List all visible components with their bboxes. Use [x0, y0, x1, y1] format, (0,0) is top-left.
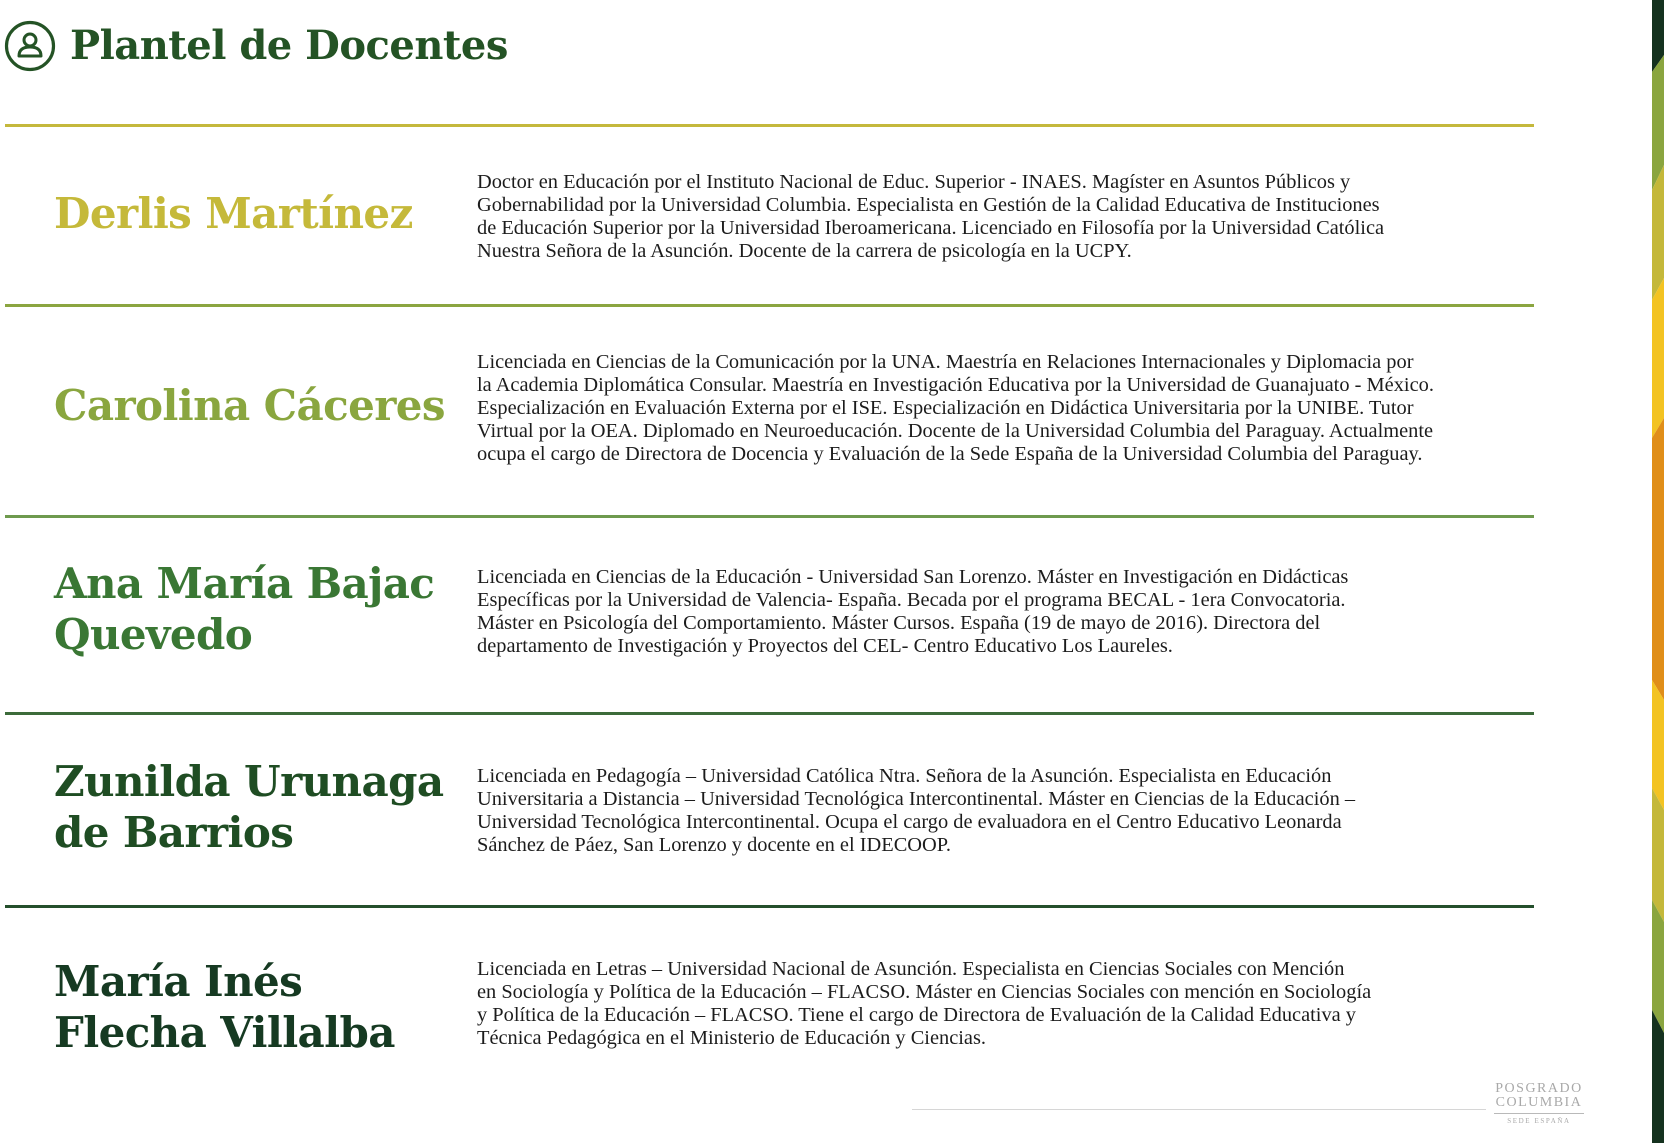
- teacher-bio: [477, 351, 1507, 466]
- bio-line: Especialización en Evaluación Externa por el ISE. Especialización en Didáctica Universitaria por la UNIBE. Tutor: [477, 397, 1414, 419]
- bio-line: Nuestra Señora de la Asunción. Docente de la carrera de psicología en la UCPY.: [477, 240, 1132, 262]
- bio-line: Sánchez de Páez, San Lorenzo y docente en el IDECOOP.: [477, 834, 951, 856]
- bio-line: Técnica Pedagógica en el Ministerio de Educación y Ciencias.: [477, 1027, 987, 1049]
- teacher-name-line: Flecha Villalba: [54, 1008, 395, 1057]
- divider-2: [5, 515, 1534, 518]
- teacher-bio: [477, 958, 1507, 1050]
- teacher-name-line: Carolina Cáceres: [54, 381, 445, 430]
- bio-line: Licenciada en Ciencias de la Comunicación por la UNA. Maestría en Relaciones Internacionales y Diplomacia por: [477, 351, 1414, 373]
- teacher-name: [54, 756, 474, 858]
- divider-3: [5, 712, 1534, 715]
- bio-line: Universidad Tecnológica Intercontinental. Ocupa el cargo de evaluadora en el Centro Educativo Leonarda: [477, 811, 1342, 833]
- bio-line: la Academia Diplomática Consular. Maestría en Investigación Educativa por la Universidad de Guanajuato - México.: [477, 374, 1434, 396]
- logo-line-1: POSGRADO: [1495, 1081, 1583, 1096]
- bio-line: Gobernabilidad por la Universidad Columbia. Especialista en Gestión de la Calidad Educativa de Instituciones: [477, 194, 1380, 216]
- teacher-name-line: Zunilda Urunaga: [54, 757, 444, 806]
- bio-line: Licenciada en Letras – Universidad Nacional de Asunción. Especialista en Ciencias Sociales con Mención: [477, 958, 1345, 980]
- divider-4: [5, 905, 1534, 908]
- posgrado-columbia-logo: [1494, 1082, 1584, 1126]
- teacher-name-line: Quevedo: [54, 610, 253, 659]
- teacher-name: [54, 956, 474, 1058]
- bio-line: y Política de la Educación – FLACSO. Tiene el cargo de Directora de Evaluación de la Calidad Educativa y: [477, 1004, 1356, 1026]
- teacher-name-line: Derlis Martínez: [54, 189, 413, 238]
- user-circle-icon: [4, 20, 56, 72]
- bio-line: Máster en Psicología del Comportamiento. Máster Cursos. España (19 de mayo de 2016). Directora del: [477, 612, 1321, 634]
- teacher-name: [54, 380, 474, 431]
- teacher-name-line: Ana María Bajac: [54, 559, 435, 608]
- teacher-bio: [477, 566, 1507, 658]
- logo-line-2: COLUMBIA: [1495, 1095, 1583, 1110]
- divider-1: [5, 304, 1534, 307]
- bio-line: Licenciada en Ciencias de la Educación - Universidad San Lorenzo. Máster en Investigación en Didácticas: [477, 566, 1349, 588]
- logo-subtitle: SEDE ESPAÑA: [1507, 1117, 1571, 1125]
- teacher-name: [54, 558, 474, 660]
- page-header: [4, 16, 508, 76]
- bio-line: departamento de Investigación y Proyectos del CEL- Centro Educativo Los Laureles.: [477, 635, 1173, 657]
- logo-rule: [1494, 1113, 1584, 1114]
- bio-line: Doctor en Educación por el Instituto Nacional de Educ. Superior - INAES. Magíster en Asuntos Públicos y: [477, 171, 1351, 193]
- teacher-bio: [477, 171, 1507, 263]
- bio-line: Universitaria a Distancia – Universidad Tecnológica Intercontinental. Máster en Ciencias de la Educación –: [477, 788, 1356, 810]
- bio-line: Licenciada en Pedagogía – Universidad Católica Ntra. Señora de la Asunción. Especialista en Educación: [477, 765, 1332, 787]
- bio-line: de Educación Superior por la Universidad Iberoamericana. Licenciado en Filosofía por la Universidad Católica: [477, 217, 1385, 239]
- decorative-color-strip: [1652, 0, 1664, 1143]
- teacher-bio: [477, 765, 1507, 857]
- page-title: Plantel de Docentes: [70, 22, 508, 69]
- teacher-name-line: de Barrios: [54, 808, 294, 857]
- teacher-name: [54, 188, 474, 239]
- bio-line: en Sociología y Política de la Educación – FLACSO. Máster en Ciencias Sociales con mención en Sociología: [477, 981, 1372, 1003]
- bio-line: ocupa el cargo de Directora de Docencia y Evaluación de la Sede España de la Universidad Columbia del Paraguay.: [477, 443, 1423, 465]
- divider-0: [5, 124, 1534, 127]
- footer-divider: [912, 1109, 1486, 1110]
- bio-line: Específicas por la Universidad de Valencia- España. Becada por el programa BECAL - 1era Convocatoria.: [477, 589, 1346, 611]
- teacher-name-line: María Inés: [54, 957, 303, 1006]
- bio-line: Virtual por la OEA. Diplomado en Neuroeducación. Docente de la Universidad Columbia del Paraguay. Actualmente: [477, 420, 1434, 442]
